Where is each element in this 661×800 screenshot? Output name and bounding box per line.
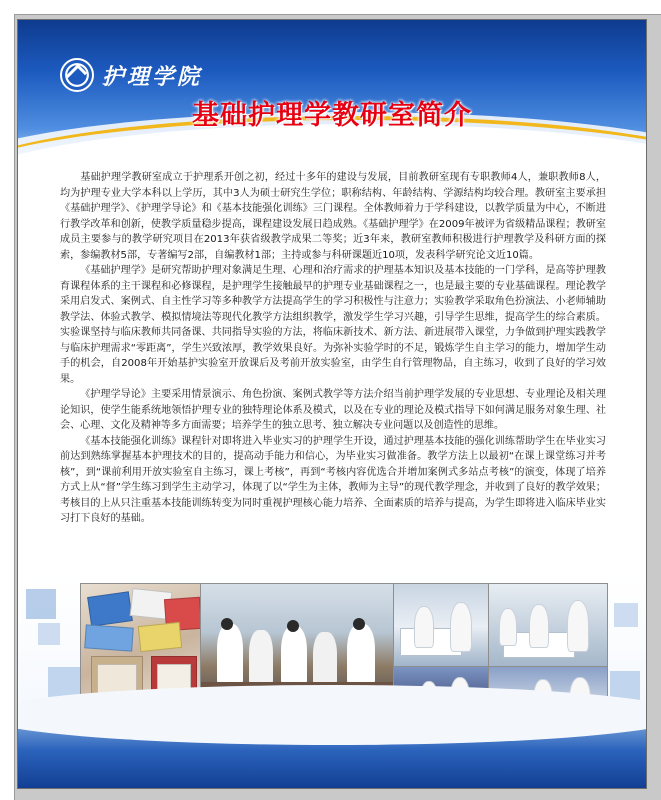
paragraph-overview: 基础护理学教研室成立于护理系开创之初，经过十多年的建设与发展，目前教研室现有专职教师4人，兼职教师8人，均为护理专业大学本科以上学历，其中3人为硕士研究生学位；职称结构、年龄结构、学源结构均较合理。教研室主要承担《基础护理学》、《护理学导论》和《基本技能强化训练》三门课程。全体教师着力于学科建设，以教学质量为中心，不断进行教学改革和创新，使教学质量稳步提高，课程建设发展日趋成熟。《基础护理学》在2009年被评为省级精品课程；教研室成员主要参与的教学研究项目在2013年获省级教学成果二等奖；近3年来，教研室教师积极进行护理教学及科研方面的探索，参编教材5部，专著编写2部，自编教材1部；主持或参与科研课题近10项，发表科学研究论文近10篇。 [60,172,606,261]
ruler-top[interactable] [0,0,661,15]
college-logo [60,58,202,92]
decor-square [614,603,638,627]
footer-arc [18,685,646,745]
introduction-text [60,170,606,527]
decor-square [26,589,56,619]
photo-ward-practice-2 [488,583,608,670]
page-title: 基础护理学教研室简介 [192,100,472,131]
logo-text: 护理学院 [102,63,203,90]
photo-ward-practice-1 [393,583,491,670]
decor-square [38,623,60,645]
paragraph-nursing-introduction: 《护理学导论》主要采用情景演示、角色扮演、案例式教学等方法介绍当前护理学发展的专业思想、专业理论及相关理论知识，使学生能系统地领悟护理专业的独特理论体系及模式，以及在专业的理论及模式指导下如何满足服务对象生理、社会、心理、文化及精神等多方面需要；培养学生的独立思考、独立解决专业问题以及创造性的思维。 [60,389,606,431]
paragraph-basic-nursing: 《基础护理学》是研究帮助护理对象满足生理、心理和治疗需求的护理基本知识及基本技能的一门学科，是高等护理教育课程体系的主干课程和必修课程，是护理学生接触最早的护理专业基础课程之一，也是最主要的专业基础课程。理论教学采用启发式、案例式、自主性学习等多种教学方法提高学生的学习积极性与注意力；实验教学采取角色扮演法、小老师辅助教学法、体验式教学、模拟情境法等现代化教学方法组织教学，激发学生学习兴趣，引导学生思维，提高学生的综合素质。实验课坚持与临床教师共同备课、共同指导实验的方法，将临床新技术、新方法、新进展带入课堂，力争做到护理实践教学与临床护理需求“零距离”，学生兴致浓厚，教学效果良好。为弥补实验学时的不足，锻炼学生自主学习的能力，增加学生动手的机会，自2008年开始基护实验室开放课后及考前开放实验室，由学生自行管理物品，自主练习，收到了良好的学习效果。 [60,265,606,385]
ruler-left[interactable] [0,14,15,800]
footer-band [18,725,646,788]
paragraph-skills-training: 《基本技能强化训练》课程针对即将进入毕业实习的护理学生开设，通过护理基本技能的强化训练帮助学生在毕业实习前达到熟练掌握基本护理技术的目的，提高动手能力和信心，为毕业实习做准备。教学方法上以最初“在课上课堂练习并考核”，到“课前利用开放实验室自主练习，课上考核”，再到“考核内容优选合并增加案例式多站点考核”的演变，体现了培养方式上从“督”学生练习到学生主动学习，体现了以“学生为主体，教师为主导”的现代教学理念，并收到了良好的教学效果；考核目的上从只注重基本技能训练转变为同时重视护理核心能力培养、全面素质的培养与提高，为学生即将进入临床毕业实习打下良好的基础。 [60,435,606,524]
nursing-emblem-icon [60,58,94,92]
poster-page [18,20,646,788]
